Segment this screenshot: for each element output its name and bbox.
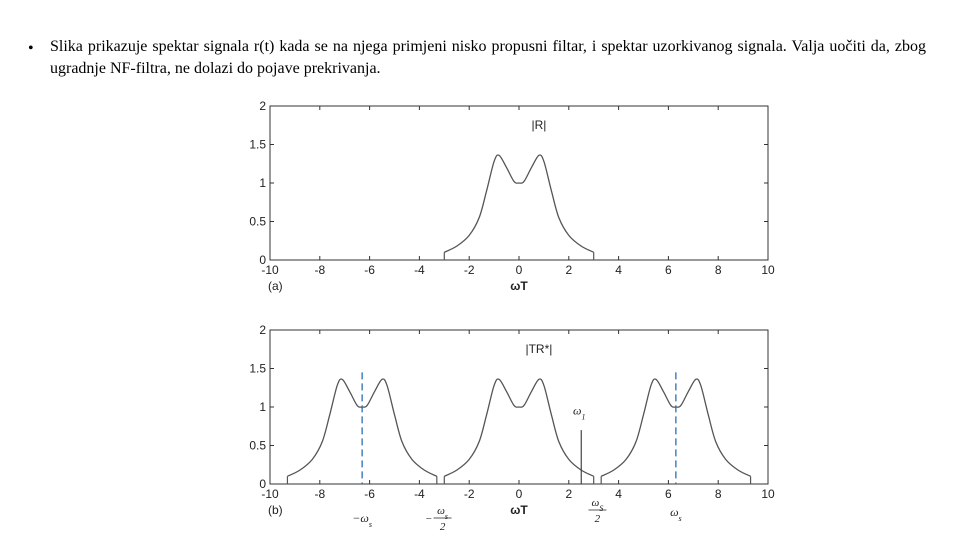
neg-half-omega-sign: − — [424, 513, 433, 525]
panel-a-ytick-label: 1 — [259, 176, 266, 190]
panel-a-xtick-label: -10 — [261, 263, 279, 277]
slide-paragraph: Slika prikazuje spektar signala r(t) kada se na njega primjeni nisko propusni filtar, i spektar uzorkivanog signala. Valja uočiti da, zbog ugradnje NF-filtra, ne dolazi do pojave prekrivanja. — [50, 38, 926, 77]
panel-b-xtick-label: 4 — [615, 487, 622, 501]
half-omega-numerator: $\omega_S$ — [591, 497, 604, 513]
spectrum-figure-svg — [240, 96, 780, 540]
panel-a-xtick-label: 4 — [615, 263, 622, 277]
omega1-marker-label: $\omega_1$ — [573, 403, 586, 422]
panel-b-xtick-label: -4 — [414, 487, 425, 501]
panel-a-xtick-label: 8 — [714, 263, 722, 277]
panel-a-xtick-label: 0 — [515, 263, 523, 277]
panel-a-xtick-label: 6 — [665, 263, 672, 277]
panel-a-xtick-label: -2 — [463, 263, 475, 277]
panel-a-xtick-label: 10 — [761, 263, 775, 277]
panel-a-inner-label: |R| — [531, 118, 547, 133]
panel-a-ytick-label: 0 — [259, 253, 266, 267]
panel-a-ytick-label: 0.5 — [249, 214, 266, 229]
panel-b-ytick-label: 0 — [259, 477, 266, 491]
panel-b-inner-label: |TR*| — [525, 342, 553, 357]
panel-b-xtick-label: -6 — [364, 487, 375, 501]
panel-a-spectrum-curve-0 — [444, 155, 593, 252]
half-omega-denominator: 2 — [594, 513, 601, 525]
panel-b-xtick-label: -10 — [261, 487, 279, 501]
neg-omega-s-label: $-\omega_s$ — [352, 511, 372, 529]
panel-b-xtick-label: 0 — [515, 487, 523, 501]
panel-a-xtick-label: -4 — [414, 263, 425, 277]
panel-b-panel-label: (b) — [268, 503, 283, 517]
panel-a-ytick-label: 1.5 — [249, 137, 266, 152]
panel-b-xtick-label: 6 — [665, 487, 672, 501]
panel-a-xtick-label: -6 — [364, 263, 375, 277]
panel-a-xaxis-label: ωT — [510, 279, 528, 293]
panel-a-xtick-label: 2 — [565, 263, 573, 277]
panel-b-ytick-label: 0.5 — [249, 438, 266, 453]
panel-b-xtick-label: 2 — [565, 487, 573, 501]
panel-b-ytick-label: 1.5 — [249, 361, 266, 376]
panel-b-xtick-label: 8 — [714, 487, 722, 501]
panel-b-ytick-label: 1 — [259, 400, 266, 414]
panel-b-xtick-label: 10 — [761, 487, 775, 501]
panel-a-xtick-label: -8 — [314, 263, 326, 277]
neg-half-omega-denominator: 2 — [439, 521, 446, 533]
omega-s-label: $\omega_s$ — [670, 505, 682, 523]
panel-b-xtick-label: -2 — [463, 487, 475, 501]
panel-b-spectrum-curve-1 — [444, 379, 593, 476]
panel-b-xtick-label: -8 — [314, 487, 326, 501]
panel-b-xaxis-label: ωT — [510, 503, 528, 517]
panel-a-panel-label: (a) — [268, 279, 283, 293]
bullet-marker: • — [28, 40, 34, 57]
spectrum-figure — [240, 96, 780, 540]
panel-b-ytick-label: 2 — [259, 323, 266, 337]
panel-a-ytick-label: 2 — [259, 99, 266, 113]
neg-half-omega-numerator: $\omega_s$ — [437, 505, 449, 521]
